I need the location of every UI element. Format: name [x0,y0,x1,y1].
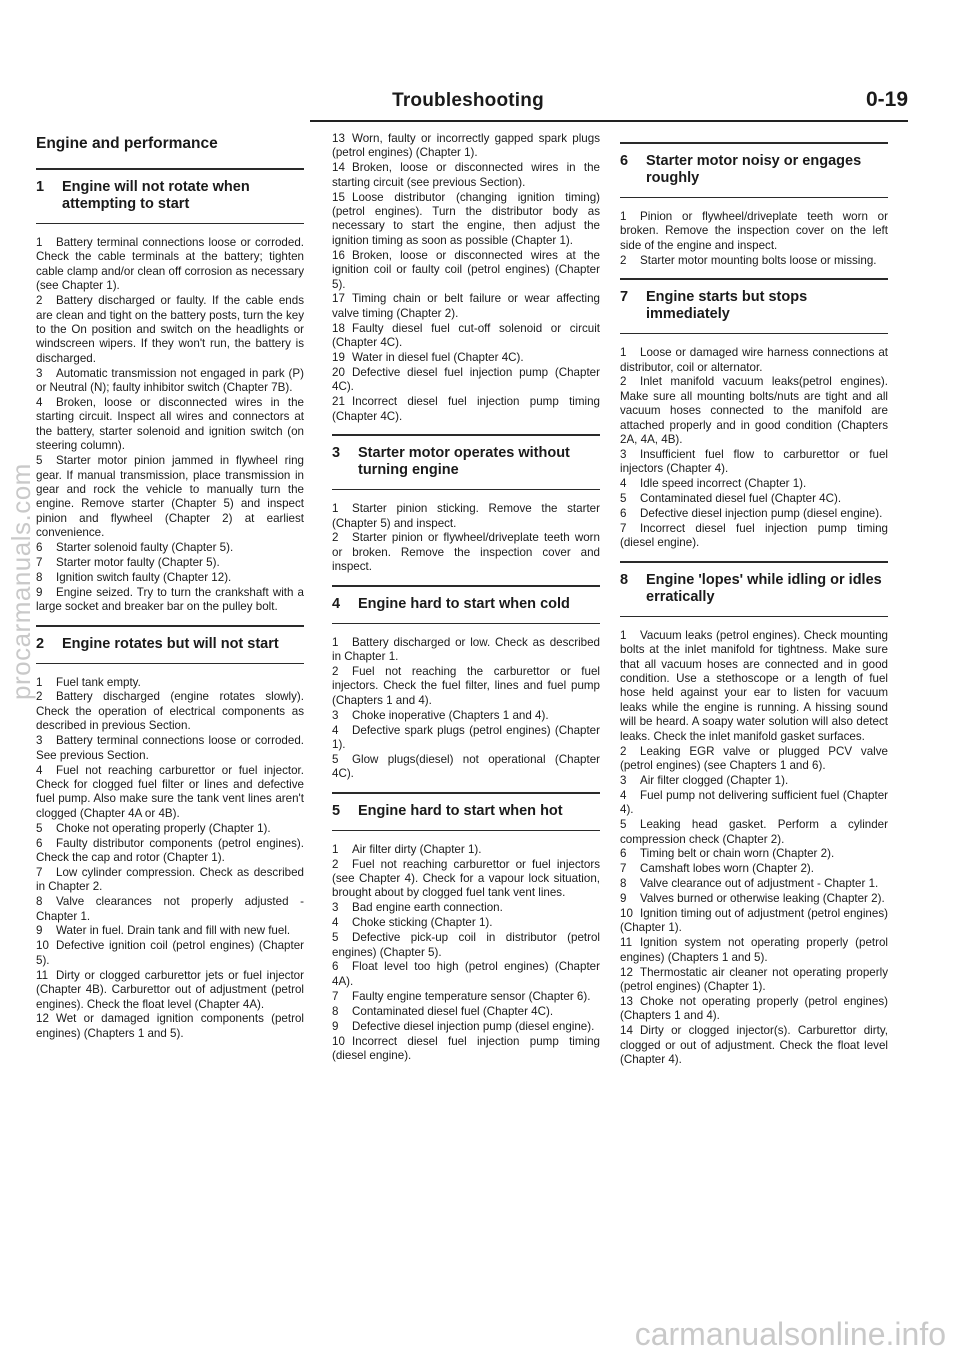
list-item [332,709,600,723]
item-text: Broken, loose or disconnected wires in the starting circuit (see previous Section). [332,161,600,189]
list-item [36,969,304,1012]
list-item [36,690,304,733]
subsection-number: 8 [620,571,629,588]
item-number: 6 [620,507,627,521]
subsection-number: 4 [332,595,341,612]
item-number: 2 [332,531,339,545]
item-number: 18 [332,321,345,335]
item-text: Air filter dirty (Chapter 1). [352,842,482,856]
item-text: Ignition switch faulty (Chapter 12). [56,570,232,584]
item-number: 1 [36,675,43,689]
item-number: 7 [36,865,43,879]
item-number: 6 [620,847,627,861]
item-number: 1 [36,236,43,249]
item-number: 8 [332,1004,339,1018]
item-text: Starter motor faulty (Chapter 5). [56,555,220,569]
subsection-title: Engine rotates but will not start [62,635,279,652]
list-item [332,960,600,989]
column-1 [36,132,304,1042]
list-item [332,858,600,901]
list-item [332,724,600,753]
subsection-title: Starter motor noisy or engages roughly [646,153,862,186]
item-number: 2 [620,375,627,389]
list-item [332,322,600,351]
item-number: 3 [332,708,339,722]
item-number: 5 [36,454,43,468]
item-number: 7 [332,989,339,1003]
list-item [620,375,888,447]
item-text: Battery terminal connections loose or corroded. Check the cable terminals at the battery; tighten cable clamp and/or clean off corrosion as necessary (see Chapter 1). [36,236,304,293]
item-text: Ignition system not operating properly (petrol engines) (Chapters 1 and 5). [620,936,888,964]
subsection-number: 1 [36,179,45,195]
item-number: 6 [36,836,43,850]
list-item [332,351,600,365]
list-item [36,895,304,924]
item-number: 6 [36,541,43,555]
section-heading: Engine and performance [36,135,218,152]
list-item [332,916,600,930]
item-text: Incorrect diesel fuel injection pump timing (diesel engine). [620,522,888,550]
list-item [332,1005,600,1019]
item-text: Defective ignition coil (petrol engines) (Chapter 5). [36,939,304,967]
list-item [620,745,888,774]
item-text: Incorrect diesel fuel injection pump timing (Chapter 4C). [332,395,600,423]
list-item [36,396,304,454]
item-text: Fuel not reaching carburettor or fuel injector. Check for clogged fuel filter or lines and defective fuel pump. Also make sure the tank vent lines aren't clogged (Chapter 4A or 4B). [36,763,304,820]
item-number: 2 [36,690,43,704]
item-text: Worn, faulty or incorrectly gapped spark plugs (petrol engines) (Chapter 1). [332,132,600,160]
list-item [36,939,304,968]
item-text: Choke inoperative (Chapters 1 and 4). [352,708,549,722]
item-number: 1 [620,346,627,360]
list-item [36,734,304,763]
subsection-heading [332,585,600,624]
list-item [332,531,600,574]
list-item [36,764,304,822]
list-item [332,161,600,190]
list-item [332,665,600,708]
item-text: Starter pinion or flywheel/driveplate teeth worn or broken. Remove the inspection cover and inspect. [332,531,600,574]
subsection-title: Engine 'lopes' while idling or idles erratically [646,571,882,605]
item-number: 4 [36,763,43,777]
item-text: Fuel not reaching carburettor or fuel injectors (see Chapter 4). Check for a vapour lock situation, brought about by clogged fuel tank vent lines. [332,857,600,900]
item-number: 1 [620,210,627,223]
item-text: Timing chain or belt failure or wear affecting valve timing (Chapter 2). [332,292,600,320]
item-text: Valve clearances not properly adjusted - Chapter 1. [36,895,304,923]
item-number: 8 [36,895,43,909]
item-number: 5 [36,821,43,835]
list-item [620,477,888,491]
list-item [620,907,888,936]
list-item [36,1012,304,1041]
item-text: Defective diesel fuel injection pump (Chapter 4C). [332,366,600,394]
item-number: 4 [620,477,627,491]
list-item [36,541,304,555]
subsection-heading [36,625,304,664]
column-2 [332,132,600,1064]
item-number: 4 [332,916,339,930]
list-item [36,837,304,866]
item-text: Choke sticking (Chapter 1). [352,916,493,930]
item-text: Starter motor pinion jammed in flywheel ring gear. If manual transmission, place transmission in gear and rock the vehicle to manually turn the engine. Remove starter (Chapter 5) and inspect pinion and flywheel (Chapter 2) at earliest convenience. [36,454,304,540]
item-text: Engine seized. Try to turn the crankshaft with a large socket and breaker bar on the pulley bolt. [36,585,304,614]
subsection-heading [620,142,888,198]
subsection-heading [332,434,600,490]
item-text: Starter solenoid faulty (Chapter 5). [56,541,234,555]
list-item [620,847,888,861]
item-text: Contaminated diesel fuel (Chapter 4C). [352,1004,554,1018]
item-text: Defective spark plugs (petrol engines) (Chapter 1). [332,723,600,751]
item-text: Faulty engine temperature sensor (Chapter 6). [352,989,591,1003]
page-title: Troubleshooting [392,90,544,111]
header-rule [310,120,908,122]
list-item [620,966,888,995]
list-item [620,774,888,788]
item-number: 4 [36,395,43,409]
list-item [36,586,304,615]
list-item [332,636,600,665]
list-item [620,818,888,847]
item-number: 2 [332,664,339,678]
item-text: Fuel tank empty. [56,675,141,689]
item-number: 11 [36,968,49,982]
item-text: Ignition timing out of adjustment (petrol engines) (Chapter 1). [620,907,888,935]
item-text: Pinion or flywheel/driveplate teeth worn or broken. Remove the inspection cover on the left side of the engine and inspect. [620,210,888,252]
list-item [620,789,888,818]
item-text: Incorrect diesel fuel injection pump timing (diesel engine). [332,1034,600,1062]
item-number: 4 [332,723,339,737]
item-number: 20 [332,366,345,379]
list-item [332,753,600,782]
item-number: 2 [620,253,627,267]
item-text: Inlet manifold vacuum leaks(petrol engines). Make sure all mounting bolts/nuts are tight and all vacuum hoses connected to the manifold are attached properly and in good condition (Chapters 2A, 4A, 4B). [620,375,888,447]
subsection-number: 2 [36,635,45,652]
subsection-heading [620,561,888,617]
list-item [620,629,888,744]
list-item [332,990,600,1004]
list-item [332,366,600,395]
item-number: 9 [36,924,43,938]
item-number: 3 [332,901,339,915]
list-item [620,877,888,891]
list-item [332,931,600,960]
item-number: 3 [620,447,627,461]
list-item [332,395,600,424]
subsection-number: 6 [620,153,629,169]
item-number: 14 [620,1024,633,1038]
item-text: Defective diesel injection pump (diesel engine). [352,1019,595,1033]
item-number: 5 [332,752,339,766]
item-number: 9 [36,585,43,599]
item-text: Timing belt or chain worn (Chapter 2). [640,847,835,861]
item-text: Valve clearance out of adjustment - Chapter 1. [640,877,879,891]
item-text: Starter motor mounting bolts loose or missing. [640,253,877,267]
item-text: Loose distributor (changing ignition timing) (petrol engines). Turn the distributor body as necessary to start the engine, then adjust the ignition timing as soon as possible (Chapter 1). [332,190,600,247]
item-number: 5 [332,931,339,945]
subsection-title: Engine starts but stops immediately [646,289,808,323]
item-number: 3 [36,734,43,748]
list-item [620,936,888,965]
item-number: 8 [620,877,627,891]
list-item [332,292,600,321]
list-item [620,507,888,521]
list-item [620,522,888,551]
item-text: Low cylinder compression. Check as described in Chapter 2. [36,865,304,894]
item-text: Loose or damaged wire harness connections at distributor, coil or alternator. [620,346,888,374]
item-number: 7 [620,862,627,876]
page-header [28,84,908,124]
item-text: Thermostatic air cleaner not operating properly (petrol engines) (Chapter 1). [620,965,888,994]
list-item [332,843,600,857]
column-2-subsections [332,434,600,1063]
item-text: Idle speed incorrect (Chapter 1). [640,477,807,491]
item-text: Leaking EGR valve or plugged PCV valve (petrol engines) (see Chapters 1 and 6). [620,744,888,772]
item-number: 12 [620,965,633,979]
list-item [36,294,304,366]
list-item [620,1024,888,1067]
list-item [620,892,888,906]
list-item [36,676,304,690]
item-number: 11 [620,936,633,950]
item-text: Leaking head gasket. Perform a cylinder compression check (Chapter 2). [620,818,888,846]
column-3 [620,132,888,1068]
item-text: Defective diesel injection pump (diesel engine). [640,507,883,521]
item-number: 8 [36,570,43,584]
list-item [332,1035,600,1064]
subsection-heading [36,168,304,224]
item-number: 14 [332,161,345,175]
subsection-heading [332,792,600,831]
item-text: Broken, loose or disconnected wires in the starting circuit. Inspect all wires and connectors at the battery, starter solenoid and ignition switch (on steering column). [36,395,304,453]
list-item [36,924,304,938]
item-number: 2 [620,744,627,758]
item-number: 1 [332,635,339,649]
list-item [36,454,304,540]
subsection-number: 3 [332,445,341,462]
item-text: Automatic transmission not engaged in park (P) or Neutral (N); faulty inhibitor switch (Chapter 7B). [36,366,304,395]
item-text: Faulty diesel fuel cut-off solenoid or circuit (Chapter 4C). [332,321,600,350]
subsection-title: Starter motor operates without turning engine [358,445,570,479]
item-number: 10 [332,1034,345,1048]
list-item [332,1020,600,1034]
item-text: Insufficient fuel flow to carburettor or fuel injectors (Chapter 4). [620,447,888,476]
subsection-title: Engine will not rotate when attempting to start [62,179,250,212]
list-item [620,862,888,876]
item-text: Air filter clogged (Chapter 1). [640,773,789,787]
item-number: 3 [620,773,627,787]
item-number: 5 [620,818,627,832]
item-text: Choke not operating properly (Chapter 1). [56,821,271,835]
list-item [620,995,888,1024]
item-number: 1 [332,842,339,856]
list-item [36,236,304,294]
item-number: 10 [620,907,633,921]
item-text: Valves burned or otherwise leaking (Chapter 2). [640,892,885,906]
item-text: Bad engine earth connection. [352,901,503,915]
list-item [620,448,888,477]
list-item [332,132,600,161]
list-item [36,866,304,895]
item-number: 7 [620,522,627,535]
item-text: Broken, loose or disconnected wires at the ignition coil or faulty coil (petrol engines) (Chapter 5). [332,248,600,291]
column-3-subsections [620,142,888,1068]
list-item [620,210,888,253]
item-number: 5 [620,492,627,506]
item-number: 9 [620,892,627,906]
item-number: 9 [332,1019,339,1033]
item-number: 12 [36,1012,49,1026]
item-text: Vacuum leaks (petrol engines). Check mounting bolts at the inlet manifold for tightness. Make sure that all vacuum hoses are connected and in good condition. Use a stethoscope or a length of fuel hose held against your ear to listen for vacuum leaks while the engine is running. A hissing sound will be heard. A soapy water solution will also detect leaks. Check the inlet manifold gasket surfaces. [620,628,888,743]
list-item [332,249,600,292]
item-number: 13 [620,994,633,1008]
list-item [36,556,304,570]
item-text: Wet or damaged ignition components (petrol engines) (Chapters 1 and 5). [36,1012,304,1040]
side-watermark: procarmanuals.com [6,463,36,700]
list-item [332,901,600,915]
subsection-heading [620,278,888,334]
item-text: Battery discharged or low. Check as described in Chapter 1. [332,635,600,664]
item-text: Dirty or clogged carburettor jets or fuel injector (Chapter 4B). Carburettor out of adjustment (petrol engines). Check the float level (Chapter 4A). [36,968,304,1011]
item-number: 2 [36,294,43,308]
item-text: Water in fuel. Drain tank and fill with new fuel. [56,924,291,938]
item-text: Defective pick-up coil in distributor (petrol engines) (Chapter 5). [332,931,600,959]
item-text: Dirty or clogged injector(s). Carburettor dirty, clogged or out of adjustment. Check the float level (Chapter 4). [620,1024,888,1067]
item-number: 1 [332,502,339,516]
list-item [620,254,888,268]
column-2-continued-items [332,132,600,424]
item-text: Camshaft lobes worn (Chapter 2). [640,862,814,876]
item-text: Battery discharged or faulty. If the cable ends are clean and tight on the battery posts, turn the key to the On position and switch on the headlights or windscreen wipers. If they won't run, the battery is discharged. [36,294,304,365]
item-number: 6 [332,960,339,974]
item-number: 17 [332,292,345,306]
item-number: 19 [332,351,345,365]
item-number: 4 [620,788,627,802]
item-text: Faulty distributor components (petrol engines). Check the cap and rotor (Chapter 1). [36,836,304,864]
item-text: Starter pinion sticking. Remove the starter (Chapter 5) and inspect. [332,502,600,530]
subsection-title: Engine hard to start when cold [358,595,570,612]
item-number: 3 [36,366,43,380]
list-item [332,502,600,531]
item-text: Contaminated diesel fuel (Chapter 4C). [640,492,842,506]
list-item [332,191,600,249]
item-number: 10 [36,939,49,953]
item-text: Battery discharged (engine rotates slowly). Check the operation of electrical components as described in previous Section. [36,690,304,733]
list-item [620,492,888,506]
item-text: Fuel pump not delivering sufficient fuel (Chapter 4). [620,788,888,817]
item-number: 15 [332,190,345,204]
subsection-title: Engine hard to start when hot [358,802,563,819]
item-text: Battery terminal connections loose or corroded. See previous Section. [36,734,304,762]
item-text: Float level too high (petrol engines) (Chapter 4A). [332,960,600,988]
item-number: 21 [332,395,345,409]
item-number: 7 [36,555,43,569]
item-text: Glow plugs(diesel) not operational (Chapter 4C). [332,752,600,781]
subsection-number: 7 [620,289,629,306]
subsection-number: 5 [332,802,341,819]
item-text: Choke not operating properly (petrol engines) (Chapters 1 and 4). [620,994,888,1023]
item-number: 16 [332,248,345,262]
list-item [36,367,304,396]
list-item [36,571,304,585]
list-item [36,822,304,836]
bottom-watermark: carmanualsonline.info [634,1316,946,1352]
column-1-subsections [36,168,304,1041]
item-number: 2 [332,857,339,871]
page-number: 0-19 [865,88,908,111]
item-text: Fuel not reaching the carburettor or fuel injectors. Check the fuel filter, lines and fuel pump (Chapters 1 and 4). [332,664,600,707]
item-number: 13 [332,132,345,145]
item-number: 1 [620,628,627,642]
list-item [620,346,888,375]
item-text: Water in diesel fuel (Chapter 4C). [352,351,524,365]
